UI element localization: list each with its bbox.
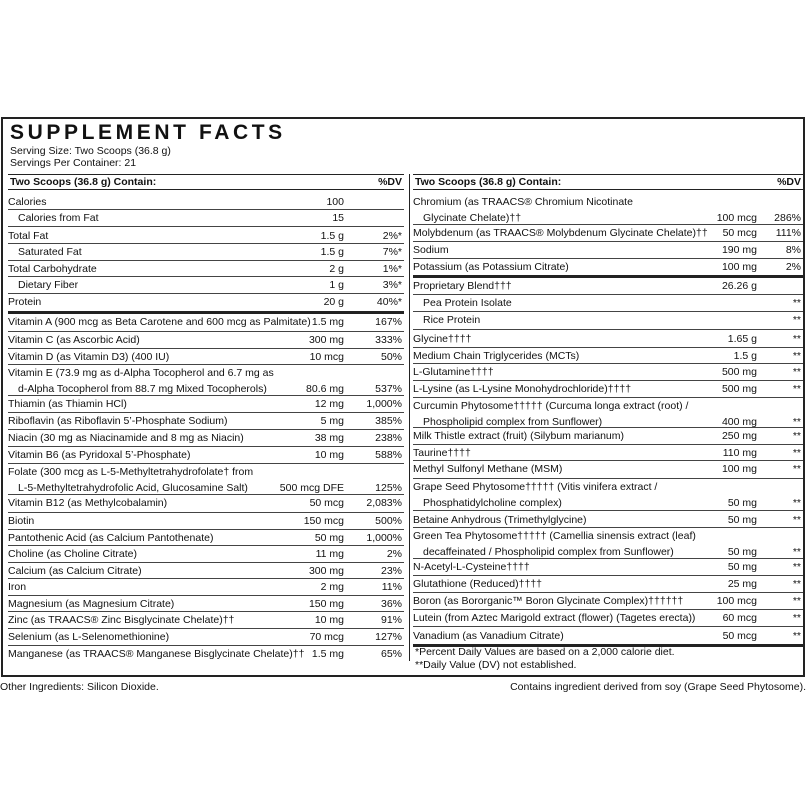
nutrient-amount: 50 mg <box>727 514 757 526</box>
nutrient-dv: 11% <box>381 581 402 593</box>
nutrient-name: Pea Protein Isolate <box>423 297 512 309</box>
nutrient-name: L-5-Methyltetrahydrofolic Acid, Glucosamine Salt) <box>18 482 248 494</box>
nutrient-amount: 500 mg <box>721 366 757 378</box>
nutrient-dv: ** <box>792 416 801 428</box>
nutrient-amount: 10 mg <box>314 449 344 461</box>
nutrient-dv: 2,083% <box>366 497 402 509</box>
nutrient-amount: 1.5 mg <box>311 316 344 328</box>
nutrient-amount: 38 mg <box>314 432 344 444</box>
nutrient-amount: 50 mcg <box>722 630 757 642</box>
nutrient-name: Chromium (as TRAACS® Chromium Nicotinate <box>413 196 633 208</box>
nutrient-amount: 150 mcg <box>303 515 344 527</box>
nutrient-dv: ** <box>792 314 801 326</box>
nutrient-amount: 500 mcg DFE <box>279 482 344 494</box>
nutrient-amount: 100 mg <box>721 261 757 273</box>
nutrient-amount: 100 mcg <box>716 212 757 224</box>
nutrient-dv: 3%* <box>382 279 402 291</box>
nutrient-amount: 400 mg <box>721 416 757 428</box>
nutrient-amount: 11 mg <box>315 548 344 560</box>
nutrient-name: Protein <box>8 296 42 308</box>
nutrient-name: Manganese (as TRAACS® Manganese Bisglycinate Chelate)†† <box>8 648 305 660</box>
nutrient-name: Curcumin Phytosome††††† (Curcuma longa extract (root) / <box>413 400 689 412</box>
nutrient-amount: 25 mg <box>727 578 757 590</box>
nutrient-name: d-Alpha Tocopherol from 88.7 mg Mixed Tocopherols) <box>18 383 267 395</box>
nutrient-amount: 190 mg <box>721 244 757 256</box>
nutrient-name: Calcium (as Calcium Citrate) <box>8 565 142 577</box>
nutrient-name: Dietary Fiber <box>18 279 79 291</box>
nutrient-amount: 50 mg <box>727 561 757 573</box>
footnote-dv-not-established: **Daily Value (DV) not established. <box>415 659 577 671</box>
nutrient-name: Selenium (as L-Selenomethionine) <box>8 631 170 643</box>
nutrient-name: Total Carbohydrate <box>8 263 97 275</box>
nutrient-name: Proprietary Blend††† <box>413 280 512 292</box>
nutrient-dv: ** <box>792 612 801 624</box>
nutrient-amount: 2 g <box>329 263 344 275</box>
nutrient-amount: 12 mg <box>314 398 344 410</box>
nutrient-dv: ** <box>792 463 801 475</box>
nutrient-dv: 1,000% <box>366 532 402 544</box>
nutrient-name: Pantothenic Acid (as Calcium Pantothenate) <box>8 532 214 544</box>
nutrient-amount: 100 mg <box>721 463 757 475</box>
nutrient-dv: 23% <box>380 565 402 577</box>
nutrient-dv: ** <box>792 447 801 459</box>
nutrient-amount: 50 mcg <box>309 497 344 509</box>
column-divider <box>409 174 410 661</box>
nutrient-amount: 1.5 g <box>733 350 757 362</box>
nutrient-name: Taurine†††† <box>413 447 471 459</box>
nutrient-name: Thiamin (as Thiamin HCl) <box>8 398 127 410</box>
nutrient-amount: 1.5 mg <box>311 648 344 660</box>
nutrient-name: Magnesium (as Magnesium Citrate) <box>8 598 175 610</box>
nutrient-dv: 7%* <box>382 246 402 258</box>
nutrient-amount: 50 mg <box>727 546 757 558</box>
nutrient-dv: ** <box>792 333 801 345</box>
nutrient-amount: 60 mcg <box>722 612 757 624</box>
nutrient-name: Biotin <box>8 515 35 527</box>
nutrient-name: Rice Protein <box>423 314 481 326</box>
nutrient-dv: 1%* <box>382 263 402 275</box>
nutrient-name: Calories from Fat <box>18 212 99 224</box>
nutrient-dv: 127% <box>375 631 402 643</box>
nutrient-name: Vanadium (as Vanadium Citrate) <box>413 630 564 642</box>
panel-title: SUPPLEMENT FACTS <box>10 121 286 144</box>
nutrient-name: Betaine Anhydrous (Trimethylglycine) <box>413 514 587 526</box>
nutrient-amount: 1 g <box>329 279 344 291</box>
nutrient-name: Methyl Sulfonyl Methane (MSM) <box>413 463 563 475</box>
nutrient-amount: 110 mg <box>722 447 757 459</box>
nutrient-dv: ** <box>792 383 801 395</box>
nutrient-dv: ** <box>792 514 801 526</box>
nutrient-name: Glycinate Chelate)†† <box>423 212 522 224</box>
nutrient-name: L-Lysine (as L-Lysine Monohydrochloride)†††† <box>413 383 632 395</box>
nutrient-dv: 2%* <box>382 230 402 242</box>
nutrient-name: Vitamin B12 (as Methylcobalamin) <box>8 497 168 509</box>
nutrient-name: Vitamin D (as Vitamin D3) (400 IU) <box>8 351 170 363</box>
right-header-label: Two Scoops (36.8 g) Contain: <box>415 176 562 188</box>
nutrient-name: Choline (as Choline Citrate) <box>8 548 137 560</box>
nutrient-name: Vitamin E (73.9 mg as d-Alpha Tocopherol and 6.7 mg as <box>8 367 274 379</box>
nutrient-dv: ** <box>792 497 801 509</box>
nutrient-amount: 80.6 mg <box>306 383 344 395</box>
other-ingredients: Other Ingredients: Silicon Dioxide. <box>0 681 159 693</box>
nutrient-name: N-Acetyl-L-Cysteine†††† <box>413 561 530 573</box>
nutrient-amount: 1.5 g <box>320 246 344 258</box>
nutrient-dv: 238% <box>375 432 402 444</box>
nutrient-name: Medium Chain Triglycerides (MCTs) <box>413 350 580 362</box>
row-divider <box>8 226 404 227</box>
nutrient-amount: 2 mg <box>320 581 344 593</box>
nutrient-amount: 300 mg <box>308 334 344 346</box>
nutrient-amount: 20 g <box>323 296 344 308</box>
nutrient-amount: 26.26 g <box>721 280 757 292</box>
nutrient-name: Green Tea Phytosome††††† (Camellia sinensis extract (leaf) <box>413 530 696 542</box>
nutrient-dv: 500% <box>375 515 402 527</box>
nutrient-amount: 150 mg <box>308 598 344 610</box>
nutrient-dv: ** <box>792 366 801 378</box>
nutrient-dv: ** <box>792 561 801 573</box>
right-header-dv: %DV <box>777 176 801 188</box>
nutrient-amount: 300 mg <box>308 565 344 577</box>
nutrient-name: Riboflavin (as Riboflavin 5’-Phosphate Sodium) <box>8 415 228 427</box>
row-divider <box>8 293 404 294</box>
nutrient-dv: ** <box>792 350 801 362</box>
nutrient-name: Glycine†††† <box>413 333 472 345</box>
nutrient-dv: ** <box>792 297 801 309</box>
nutrient-dv: 125% <box>375 482 402 494</box>
nutrient-dv: ** <box>792 595 801 607</box>
nutrient-dv: 286% <box>774 212 801 224</box>
nutrient-amount: 15 <box>332 212 344 224</box>
nutrient-dv: 588% <box>375 449 402 461</box>
nutrient-name: Total Fat <box>8 230 49 242</box>
nutrient-name: Saturated Fat <box>18 246 82 258</box>
nutrient-amount: 500 mg <box>721 383 757 395</box>
left-column-header <box>8 174 404 190</box>
nutrient-name: Sodium <box>413 244 449 256</box>
serving-size: Serving Size: Two Scoops (36.8 g) <box>10 145 171 157</box>
nutrient-amount: 100 mcg <box>716 595 757 607</box>
nutrient-name: Milk Thistle extract (fruit) (Silybum marianum) <box>413 430 625 442</box>
left-header-label: Two Scoops (36.8 g) Contain: <box>10 176 157 188</box>
nutrient-name: Phospholipid complex from Sunflower) <box>423 416 603 428</box>
nutrient-dv: 111% <box>775 227 801 239</box>
nutrient-amount: 1.65 g <box>727 333 757 345</box>
nutrient-name: decaffeinated / Phospholipid complex from Sunflower) <box>423 546 674 558</box>
nutrient-name: Vitamin A (900 mcg as Beta Carotene and 600 mcg as Palmitate) <box>8 316 311 328</box>
nutrient-name: Iron <box>8 581 27 593</box>
nutrient-name: Folate (300 mcg as L-5-Methyltetrahydrofolate† from <box>8 466 254 478</box>
nutrient-name: Glutathione (Reduced)†††† <box>413 578 543 590</box>
nutrient-name: Niacin (30 mg as Niacinamide and 8 mg as Niacin) <box>8 432 244 444</box>
nutrient-name: L-Glutamine†††† <box>413 366 494 378</box>
nutrient-dv: 1,000% <box>366 398 402 410</box>
nutrient-name: Vitamin B6 (as Pyridoxal 5’-Phosphate) <box>8 449 191 461</box>
row-divider <box>8 512 404 513</box>
nutrient-dv: ** <box>792 630 801 642</box>
left-header-dv: %DV <box>378 176 402 188</box>
nutrient-amount: 70 mcg <box>309 631 344 643</box>
nutrient-dv: 8% <box>785 244 801 256</box>
nutrient-amount: 100 <box>326 196 344 208</box>
nutrient-name: Lutein (from Aztec Marigold extract (flower) (Tagetes erecta)) <box>413 612 696 624</box>
nutrient-name: Molybdenum (as TRAACS® Molybdenum Glycinate Chelate)†† <box>413 227 708 239</box>
row-divider <box>413 626 803 627</box>
right-column-header <box>413 174 803 190</box>
footnote-percent-dv: *Percent Daily Values are based on a 2,000 calorie diet. <box>415 646 675 658</box>
nutrient-amount: 10 mcg <box>309 351 344 363</box>
nutrient-name: Calories <box>8 196 47 208</box>
nutrient-amount: 50 mg <box>727 497 757 509</box>
nutrient-amount: 50 mg <box>314 532 344 544</box>
nutrient-amount: 5 mg <box>320 415 344 427</box>
nutrient-name: Zinc (as TRAACS® Zinc Bisglycinate Chelate)†† <box>8 614 235 626</box>
nutrient-name: Potassium (as Potassium Citrate) <box>413 261 569 273</box>
nutrient-name: Grape Seed Phytosome††††† (Vitis vinifera extract / <box>413 481 658 493</box>
nutrient-dv: 167% <box>375 316 402 328</box>
nutrient-name: Vitamin C (as Ascorbic Acid) <box>8 334 140 346</box>
row-divider <box>413 329 803 330</box>
nutrient-dv: 537% <box>375 383 402 395</box>
nutrient-amount: 1.5 g <box>320 230 344 242</box>
nutrient-amount: 50 mcg <box>722 227 757 239</box>
nutrient-dv: ** <box>792 546 801 558</box>
nutrient-dv: 65% <box>380 648 402 660</box>
nutrient-dv: 2% <box>785 261 801 273</box>
nutrient-amount: 10 mg <box>314 614 344 626</box>
nutrient-name: Boron (as Bororganic™ Boron Glycinate Complex)†††††† <box>413 595 684 607</box>
nutrient-dv: 36% <box>380 598 402 610</box>
nutrient-amount: 250 mg <box>721 430 757 442</box>
soy-note: Contains ingredient derived from soy (Grape Seed Phytosome). <box>510 681 806 693</box>
nutrient-dv: 333% <box>375 334 402 346</box>
nutrient-name: Phosphatidylcholine complex) <box>423 497 562 509</box>
nutrient-dv: 50% <box>380 351 402 363</box>
nutrient-dv: 40%* <box>376 296 402 308</box>
nutrient-dv: ** <box>792 430 801 442</box>
nutrient-dv: ** <box>792 578 801 590</box>
nutrient-dv: 2% <box>386 548 402 560</box>
servings-per-container: Servings Per Container: 21 <box>10 157 137 169</box>
nutrient-dv: 385% <box>375 415 402 427</box>
nutrient-dv: 91% <box>380 614 402 626</box>
